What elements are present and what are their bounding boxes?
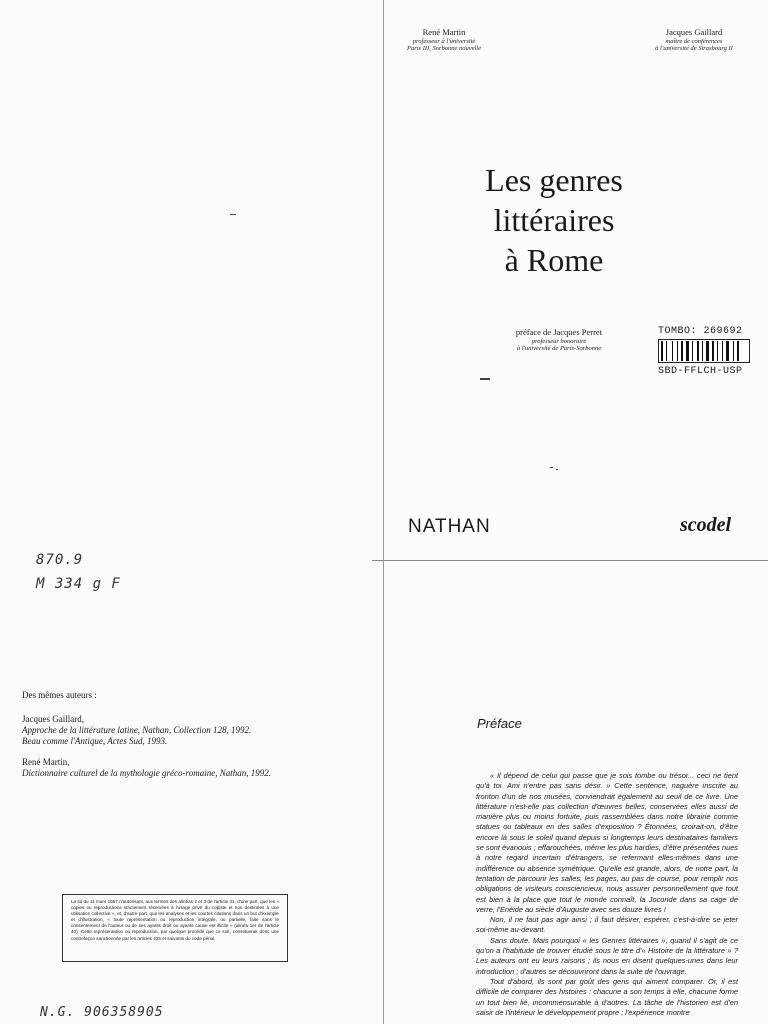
barcode-bar (677, 341, 678, 361)
barcode-bar (684, 341, 685, 361)
barcode-bar (661, 341, 663, 361)
barcode-bar (719, 341, 721, 361)
barcode-bar (735, 341, 736, 361)
barcode-bar (668, 341, 671, 361)
shelf-mark-line-1: 870.9 (36, 552, 84, 568)
legal-notice-box (62, 894, 288, 962)
bibliography-work: Approche de la littérature latine, Nathan, Collection 128, 1992. (22, 725, 252, 735)
barcode-bar (694, 341, 696, 361)
barcode-bar (686, 341, 689, 361)
scan-speck (550, 467, 553, 468)
same-authors-heading: Des mêmes auteurs : (22, 690, 97, 700)
barcode-bar (710, 341, 711, 361)
author-name: René Martin (422, 27, 466, 37)
barcode-bar (704, 341, 705, 361)
book-title-line: à Rome (504, 242, 604, 278)
book-title (434, 160, 674, 280)
preface-credit (484, 328, 634, 353)
barcode-bar (702, 341, 703, 361)
tombo-number: TOMBO: 269692 (658, 326, 743, 337)
preface-paragraph: « Il dépend de celui qui passe que je sois tombe ou trésor... ceci ne tient qu'à toi. Ami n'entre pas sans désir. » Cette sentence, naguère inscrite au fronton d'un de nos musées, conviendrait également au seuil de ce livre. Une littérature n'est-elle pas collection d'œuvres belles, conservées elles aussi de manière plus ou moins fortuite, puis rassemblées dans notre librairie comme statues ou tableaux en des salles d'exposition ? Étonnées, croirait-on, d'être encore là sous le soleil quand depuis si longtemps leurs destinataires familiers se sont évanouis ; effarouchées, même les plus hardies, d'être présentées nues à notre regard incertain d'étrangers, se refermant elles-mêmes dans une indifférence ou absence symétrique. Qu'elle est grande, alors, de notre part, la tentation de parcourir les salles, les pages, au pas de course, pour remplir nos obligations de visiteurs consciencieux, nous assurer personnellement que tout est bien à la place que tout le monde connaît, la Joconde dans sa cage de verre, l'Enéide au siècle d'Auguste avec ses douze livres ! (476, 771, 738, 914)
preface-heading: Préface (477, 716, 522, 731)
barcode-bar (717, 341, 718, 361)
handwritten-shelf-mark (36, 552, 121, 592)
barcode-bar (730, 341, 732, 361)
barcode-bar (712, 341, 714, 361)
author-affiliation: maître de conférences (665, 37, 723, 45)
barcode-bar (700, 341, 701, 361)
shelf-mark-line-2: M 334 g F (36, 576, 121, 592)
scan-speck (230, 214, 236, 215)
barcode-bar (679, 341, 680, 361)
barcode-bar (722, 341, 723, 361)
library-stamp (658, 326, 754, 377)
book-title-line: Les genres (485, 162, 623, 198)
author-affiliation: professeur à l'université (412, 37, 476, 45)
barcode-bar (737, 341, 739, 361)
barcode-bar (672, 341, 673, 361)
book-title-line: littéraires (493, 202, 615, 238)
barcode-bar (706, 341, 709, 361)
author-jacques-gaillard (624, 28, 764, 53)
bibliography-author: René Martin, (22, 757, 70, 767)
author-name: Jacques Gaillard (665, 27, 723, 37)
preface-body (476, 771, 738, 1024)
barcode-bar (692, 341, 693, 361)
barcode-graphic (658, 339, 750, 363)
barcode-bar (681, 341, 683, 361)
barcode-bar (733, 341, 734, 361)
preface-credit-line: préface de Jacques Perret (515, 327, 603, 337)
preface-credit-affiliation: professeur honoraire (531, 337, 587, 345)
barcode-bar (690, 341, 691, 361)
barcode-bar (724, 341, 725, 361)
bibliography-author: Jacques Gaillard, (22, 714, 84, 724)
publisher-logo: scodel (680, 514, 732, 536)
preface-paragraph: Sans doute. Mais pourquoi « les Genres littéraires », quand il s'agit de ce qu'on a l'habitude de trouver étudié sous le titre d'« Histoire de la littérature » ? Les auteurs ont eu leurs raisons ; ils nous en disent quelques-unes dans leur introduction ; d'autres se découvriront dans la suite de l'ouvrage. (476, 935, 738, 976)
barcode-bar (666, 341, 667, 361)
preface-paragraph: Non, il ne faut pas agir ainsi ; il faut désirer, espérer, c'est-à-dire se jeter soi-même au-devant. (476, 915, 738, 935)
bibliography-work: Beau comme l'Antique, Actes Sud, 1993. (22, 736, 168, 746)
preface-paragraph: Tout d'abord, ils sont par goût des gens qui aiment comparer. Or, il est difficile de comparer des histoires : chacune a son temps à elle, chacune forme un tout bien lié, incommensurable à d'autres. La tâche de l'historien est d'en saisir de l'intérieur le développement propre ; l'expérience montre (476, 976, 738, 1017)
scan-speck (480, 378, 490, 380)
barcode-bar (726, 341, 729, 361)
author-affiliation: Paris III, Sorbonne nouvelle (406, 45, 481, 53)
page-divider (372, 560, 768, 561)
barcode-bar (715, 341, 716, 361)
barcode-bar (674, 341, 676, 361)
scan-speck (556, 469, 558, 470)
author-rene-martin (384, 28, 504, 53)
barcode-bar (664, 341, 665, 361)
library-code: SBD-FFLCH-USP (658, 366, 743, 377)
legal-notice-text: La loi du 11 mars 1957 n'autorisant, aux termes des alinéas 2 et 3 de l'article 41, d'une part, que les « copies ou reproductions strictement réservées à l'usage privé du copiste et non destinées à une utilisation collective », et, d'autre part, que les analyses et les courtes citations dans un but d'exemple et d'illustration, « toute représentation ou reproduction intégrale, ou partielle, faite sans le consentement de l'auteur ou de ses ayants droit ou ayants cause est illicite » (alinéa 1er de l'article 40). Cette représentation ou reproduction, par quelque procédé que ce soit, constituerait donc une contrefaçon sanctionnée par les articles 425 et suivants du code pénal. (71, 899, 279, 941)
publisher-name: NATHAN (408, 516, 491, 537)
same-authors-block (22, 690, 362, 779)
barcode-bar (740, 341, 741, 361)
handwritten-inventory-number: N.G. 906358905 (40, 1005, 164, 1020)
author-affiliation: à l'université de Strasbourg II (655, 45, 733, 53)
preface-credit-affiliation: à l'université de Paris-Sorbonne (516, 345, 602, 353)
book-spine (383, 0, 384, 1024)
barcode-bar (697, 341, 699, 361)
bibliography-work: Dictionnaire culturel de la mythologie gréco-romaine, Nathan, 1992. (22, 768, 271, 778)
